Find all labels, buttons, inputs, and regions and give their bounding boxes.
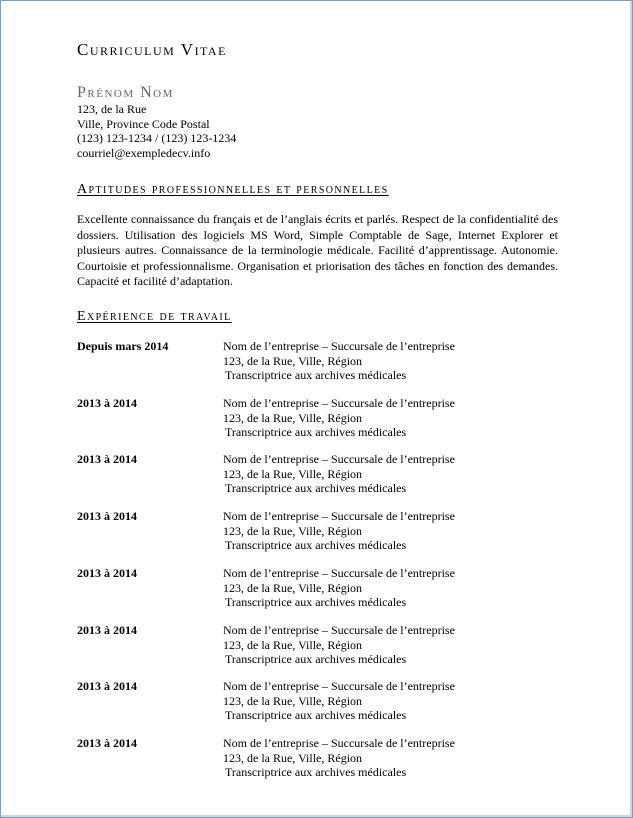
experience-date: 2013 à 2014	[77, 396, 137, 410]
document-title: Curriculum Vitae	[77, 40, 227, 59]
experience-address: 123, de la Rue, Ville, Région	[223, 750, 363, 765]
experience-date: 2013 à 2014	[77, 623, 137, 637]
experience-details	[223, 679, 455, 723]
experience-position: Transcriptrice aux archives médicales	[225, 652, 407, 666]
skills-heading: Aptitudes professionnelles et personnelles	[77, 182, 389, 197]
person-name: Prénom Nom	[77, 84, 174, 101]
experience-position: Transcriptrice aux archives médicales	[225, 595, 407, 609]
experience-item	[77, 339, 557, 383]
experience-address: 123, de la Rue, Ville, Région	[223, 693, 363, 708]
experience-date: 2013 à 2014	[77, 566, 137, 580]
experience-item	[77, 509, 557, 553]
skills-text: Excellente connaissance du français et de l’anglais écrits et parlés. Respect de la confidentialité des dossiers. Utilisation des logiciels MS Word, Simple Comptable de Sage, Internet Explorer et plusieurs autres. Connaissance de la terminologie médicale. Facilité d’apprentissage. Autonomie. Courtoisie et professionnalisme. Organisation et priorisation des tâches en fonction des demandes. Capacité et facilité d’adaptation.	[77, 212, 558, 288]
experience-address: 123, de la Rue, Ville, Région	[223, 580, 363, 595]
experience-item	[77, 396, 557, 440]
experience-item	[77, 452, 557, 496]
experience-position: Transcriptrice aux archives médicales	[225, 538, 407, 552]
experience-position: Transcriptrice aux archives médicales	[225, 425, 407, 439]
experience-details	[223, 452, 455, 496]
contact-email: courriel@exempledecv.info	[77, 145, 211, 160]
experience-details	[223, 339, 455, 383]
experience-position: Transcriptrice aux archives médicales	[225, 708, 407, 722]
contact-phone: (123) 123-1234 / (123) 123-1234	[77, 131, 237, 145]
experience-item	[77, 679, 557, 723]
experience-address: 123, de la Rue, Ville, Région	[223, 466, 363, 481]
experience-position: Transcriptrice aux archives médicales	[225, 481, 407, 495]
experience-item	[77, 623, 557, 667]
experience-company: Nom de l’entreprise – Succursale de l’entreprise	[223, 679, 455, 693]
experience-date: 2013 à 2014	[77, 509, 137, 523]
experience-date: Depuis mars 2014	[77, 339, 169, 353]
experience-company: Nom de l’entreprise – Succursale de l’entreprise	[223, 736, 455, 750]
contact-city: Ville, Province Code Postal	[77, 116, 210, 131]
experience-date: 2013 à 2014	[77, 452, 137, 466]
experience-item	[77, 736, 557, 780]
experience-company: Nom de l’entreprise – Succursale de l’entreprise	[223, 396, 455, 410]
experience-date: 2013 à 2014	[77, 679, 137, 693]
experience-company: Nom de l’entreprise – Succursale de l’entreprise	[223, 566, 455, 580]
experience-address: 123, de la Rue, Ville, Région	[223, 523, 363, 538]
experience-heading: Expérience de travail	[77, 309, 232, 324]
experience-item	[77, 566, 557, 610]
experience-address: 123, de la Rue, Ville, Région	[223, 410, 363, 425]
experience-details	[223, 736, 455, 780]
experience-company: Nom de l’entreprise – Succursale de l’entreprise	[223, 509, 455, 523]
experience-address: 123, de la Rue, Ville, Région	[223, 353, 363, 368]
experience-position: Transcriptrice aux archives médicales	[225, 368, 407, 382]
experience-company: Nom de l’entreprise – Succursale de l’entreprise	[223, 452, 455, 466]
experience-company: Nom de l’entreprise – Succursale de l’entreprise	[223, 623, 455, 637]
contact-street: 123, de la Rue	[77, 102, 147, 116]
contact-block	[77, 102, 236, 160]
experience-date: 2013 à 2014	[77, 736, 137, 750]
experience-details	[223, 509, 455, 553]
experience-details	[223, 566, 455, 610]
experience-details	[223, 623, 455, 667]
experience-details	[223, 396, 455, 440]
experience-address: 123, de la Rue, Ville, Région	[223, 637, 363, 652]
experience-company: Nom de l’entreprise – Succursale de l’entreprise	[223, 339, 455, 353]
experience-position: Transcriptrice aux archives médicales	[225, 765, 407, 779]
